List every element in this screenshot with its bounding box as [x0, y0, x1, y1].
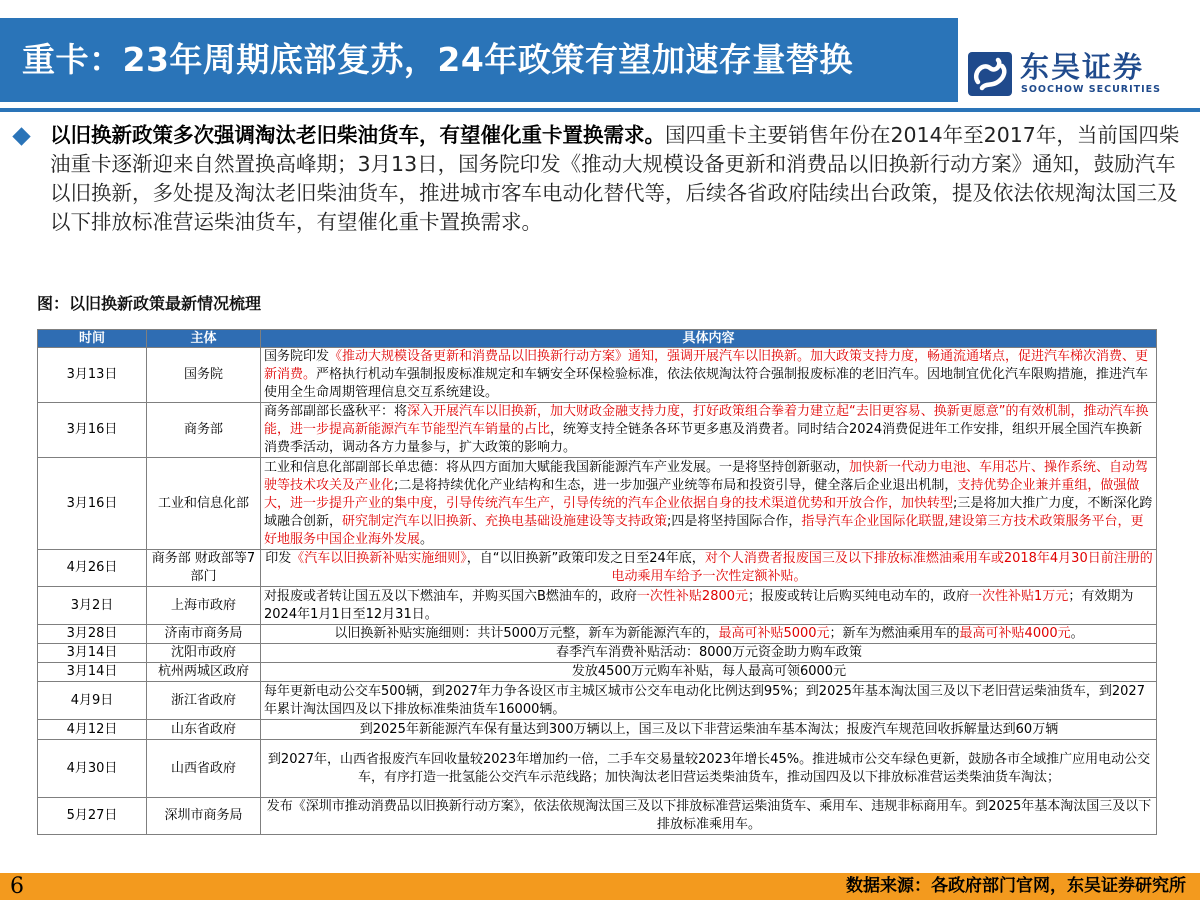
content-text: ，统筹支持全链条各环节更多惠及消费者。同时结合2024消费促进年工作安排，组织开展全国汽车换新消费季活动，调动各方力量参与，扩大政策的影响力。 [264, 422, 1143, 455]
cell-time: 3月16日 [38, 458, 147, 550]
figure-caption: 图：以旧换新政策最新情况梳理 [37, 294, 262, 313]
cell-subject: 商务部 [147, 403, 261, 458]
column-header-time: 时间 [38, 330, 147, 348]
table-row [38, 403, 1157, 458]
logo-name: 东吴证券 [1020, 50, 1145, 84]
highlight-text: 对个人消费者报废国三及以下排放标准燃油乘用车或2018年4月30日前注册的电动乘用车给予一次性定额补贴。 [611, 551, 1153, 584]
cell-content [261, 550, 1157, 587]
cell-subject: 沈阳市政府 [147, 644, 261, 663]
page-title: 重卡：23年周期底部复苏，24年政策有望加速存量替换 [22, 40, 853, 79]
table-row [38, 348, 1157, 403]
cell-subject: 浙江省政府 [147, 682, 261, 720]
table-row [38, 644, 1157, 663]
cell-time: 3月14日 [38, 644, 147, 663]
table-row [38, 740, 1157, 798]
table-header-row [38, 330, 1157, 348]
cell-subject: 国务院 [147, 348, 261, 403]
title-bar [0, 18, 958, 102]
cell-content [261, 403, 1157, 458]
cell-time: 3月28日 [38, 625, 147, 644]
table-row [38, 550, 1157, 587]
table-row [38, 798, 1157, 835]
content-text: 严格执行机动车强制报废标准规定和车辆安全环保检验标准，依法依规淘汰符合强制报废标准的老旧汽车。因地制宜优化汽车限购措施，推进汽车使用全生命周期管理信息交互系统建设。 [264, 367, 1149, 400]
content-text: ;四是将坚持国际合作， [667, 513, 802, 529]
content-text: 商务部副部长盛秋平：将 [264, 404, 408, 419]
content-text: ；新车为燃油乘用车的 [829, 626, 960, 641]
data-source: 数据来源：各政府部门官网，东吴证券研究所 [846, 876, 1186, 896]
content-text: ;三是将加大推广力度，不断深化跨域融合创新， [264, 495, 1153, 529]
content-text: 发放4500万元购车补贴，每人最高可领6000元 [571, 664, 847, 679]
table-row [38, 720, 1157, 740]
cell-time: 4月26日 [38, 550, 147, 587]
cell-content [261, 458, 1157, 550]
company-logo [968, 52, 1188, 96]
content-text: ;二是将持续优化产业结构和生态，进一步加强产业统等布局和投资引导，健全落后企业退出机制， [394, 477, 958, 493]
cell-subject: 山东省政府 [147, 720, 261, 740]
content-text: ；报废或转让后购买纯电动车的，政府 [748, 588, 970, 604]
content-text: 国务院印发 [264, 349, 330, 364]
policy-table [37, 329, 1157, 835]
content-text: 对报废或者转让国五及以下燃油车，并购买国六B燃油车的，政府 [264, 588, 637, 604]
cell-subject: 上海市政府 [147, 587, 261, 625]
table-row [38, 682, 1157, 720]
highlight-text: 支持优势企业兼并重组，做强做大，进一步提升产业的集中度，引导传统汽车生产，引导传统的汽车企业依据自身的技术渠道优势和开放合作，加快转型 [264, 477, 1140, 511]
highlight-text: 《推动大规模设备更新和消费品以旧换新行动方案》通知，强调开展汽车以旧换新。加大政策支持力度，畅通流通堵点，促进汽车梯次消费、更新消费。 [264, 349, 1149, 382]
cell-time: 3月16日 [38, 403, 147, 458]
cell-time: 4月30日 [38, 740, 147, 798]
cell-content [261, 587, 1157, 625]
content-text: 。 [1070, 626, 1084, 641]
highlight-text: 最高可补贴5000元 [718, 626, 830, 641]
highlight-text: 研究制定汽车以旧换新、充换电基础设施建设等支持政策 [342, 513, 668, 529]
cell-content [261, 720, 1157, 740]
content-text: 以旧换新补贴实施细则：共计5000万元整，新车为新能源汽车的， [334, 626, 719, 641]
column-header-subject: 主体 [147, 330, 261, 348]
content-text: ；有效期为2024年1月1日至12月31日。 [264, 588, 1134, 622]
title-divider [0, 108, 1200, 112]
content-text: 发布《深圳市推动消费品以旧换新行动方案》，依法依规淘汰国三及以下排放标准营运柴油货车、乘用车、违规非标商用车。到2025年基本淘汰国三及以下排放标准乘用车。 [266, 799, 1152, 832]
intro-bold: 以旧换新政策多次强调淘汰老旧柴油货车，有望催化重卡置换需求。 [50, 123, 665, 147]
cell-content [261, 348, 1157, 403]
highlight-text: 最高可补贴4000元 [959, 626, 1071, 641]
table-row [38, 587, 1157, 625]
cell-time: 5月27日 [38, 798, 147, 835]
content-text: 每年更新电动公交车500辆，到2027年力争各设区市主城区城市公交车电动化比例达到95%；到2025年基本淘汰国三及以下老旧营运柴油货车，到2027年累计淘汰国四及以下排放标准柴油货车16000辆。 [264, 683, 1145, 717]
soochow-logo-icon [968, 52, 1012, 96]
table-row [38, 625, 1157, 644]
table-row [38, 663, 1157, 682]
cell-time: 3月14日 [38, 663, 147, 682]
highlight-text: 《汽车以旧换新补贴实施细则》 [291, 551, 467, 566]
cell-subject: 济南市商务局 [147, 625, 261, 644]
content-text: 。 [420, 531, 434, 547]
cell-time: 3月13日 [38, 348, 147, 403]
logo-subtitle: SOOCHOW SECURITIES [1021, 84, 1161, 95]
content-text: 春季汽车消费补贴活动：8000万元资金助力购车政策 [555, 645, 863, 660]
content-text: 到2027年，山西省报废汽车回收量较2023年增加约一倍，二手车交易量较2023年增长45%。推进城市公交车绿色更新，鼓励各市全域推广应用电动公交车，有序打造一批氢能公交汽车示范线路；加快淘汰老旧营运类柴油货车，推动国四及以下排放标准营运类柴油货车淘汰； [267, 751, 1151, 785]
cell-subject: 工业和信息化部 [147, 458, 261, 550]
highlight-text: 一次性补贴1万元 [969, 588, 1069, 604]
content-text: 到2025年新能源汽车保有量达到300万辆以上，国三及以下非营运柴油车基本淘汰；报废汽车规范回收拆解量达到60万辆 [359, 721, 1059, 737]
cell-content [261, 644, 1157, 663]
highlight-text: 深入开展汽车以旧换新，加大财政金融支持力度，打好政策组合拳着力建立起“去旧更容易、换新更愿意”的有效机制，推动汽车换能，进一步提高新能源汽车节能型汽车销量的占比 [264, 404, 1149, 437]
cell-time: 4月9日 [38, 682, 147, 720]
cell-time: 3月2日 [38, 587, 147, 625]
cell-content [261, 798, 1157, 835]
page-number: 6 [10, 874, 24, 899]
highlight-text: 加快新一代动力电池、车用芯片、操作系统、自动驾驶等技术攻关及产业化 [264, 459, 1149, 493]
table-row [38, 458, 1157, 550]
cell-content [261, 740, 1157, 798]
cell-subject: 杭州两城区政府 [147, 663, 261, 682]
column-header-content: 具体内容 [261, 330, 1157, 348]
highlight-text: 一次性补贴2800元 [636, 588, 749, 604]
highlight-text: 指导汽车企业国际化联盟,建设第三方技术政策服务平台，更好地服务中国企业海外发展 [264, 513, 1144, 547]
cell-content [261, 625, 1157, 644]
bullet-diamond-icon [12, 127, 30, 145]
intro-paragraph [50, 121, 1190, 237]
cell-content [261, 663, 1157, 682]
cell-time: 4月12日 [38, 720, 147, 740]
cell-subject: 山西省政府 [147, 740, 261, 798]
content-text: ，自“以旧换新”政策印发之日至24年底， [466, 551, 705, 566]
content-text: 印发 [265, 551, 292, 566]
intro-text: 国四重卡主要销售年份在2014年至2017年，当前国四柴油重卡逐渐迎来自然置换高峰期；3月13日，国务院印发《推动大规模设备更新和消费品以旧换新行动方案》通知，鼓励汽车以旧换新，多处提及淘汰老旧柴油货车，推进城市客车电动化替代等，后续各省政府陆续出台政策，提及依法依规淘汰国三及以下排放标准营运柴油货车，有望催化重卡置换需求。 [50, 123, 1180, 234]
table-body [38, 348, 1157, 835]
content-text: 工业和信息化部副部长单忠德：将从四方面加大赋能我国新能源汽车产业发展。一是将坚持创新驱动， [264, 459, 850, 475]
cell-content [261, 682, 1157, 720]
cell-subject: 深圳市商务局 [147, 798, 261, 835]
cell-subject: 商务部 财政部等7部门 [147, 550, 261, 587]
